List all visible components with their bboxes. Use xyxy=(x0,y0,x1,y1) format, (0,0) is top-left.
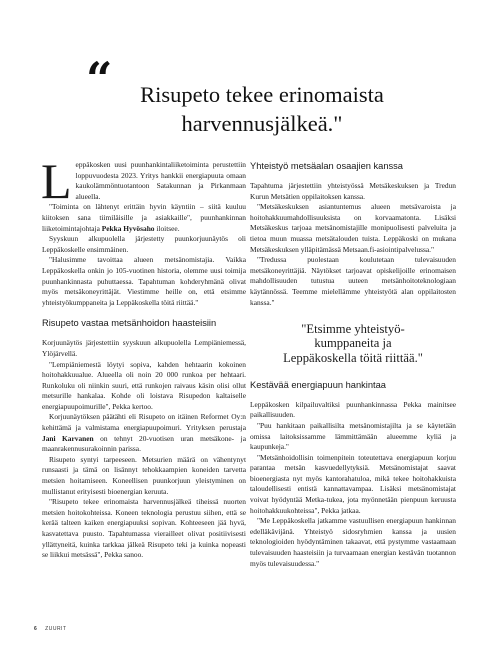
body-paragraph: "Puu hankitaan paikallisilta metsänomistajilta ja se käytetään omissa laitoksissamme lämmittämään alueemme kyliä ja kaupunkeja." xyxy=(250,420,456,452)
publication-name: ZUURIT xyxy=(45,626,67,632)
body-paragraph: "Tredussa puolestaan koulutetaan tulevaisuuden metsäkoneyrittäjiä. Näytökset tarjoavat opiskelijoille erinomaisen mahdollisuuden tutustua uuteen metsänhoitoteknologiaan käytännössä. Teemme mielellämme yhteistyötä alan oppilaitosten kanssa." xyxy=(250,255,456,307)
body-paragraph: "Toiminta on lähtenyt erittäin hyvin käyntiin – siitä kuuluu kiitoksen sana tiimiläisille ja asiakkaille", puunhankinnan liiketoimintajohtaja Pekka Hyvösaho iloitsee. xyxy=(42,202,246,233)
left-column xyxy=(41,153,246,561)
article-headline xyxy=(112,80,412,139)
body-paragraph: "Halusimme tavoittaa alueen metsänomistajia. Vaikka Leppäkoskella onkin jo 105-vuotinen historia, olemme uusi toimija puunhankinnasta puhuttaessa. Tapahtuman kohderyhmänä olivat myös metsäkoneyrittäjät. Viestimme heille on, että etsimme yhteistyökumppaneita ja Leppäkoskella töitä riittää." xyxy=(42,255,246,307)
section-heading: Risupeto vastaa metsänhoidon haasteisiin xyxy=(42,318,217,329)
right-column xyxy=(250,160,456,569)
body-paragraph: Korjuunäytös järjestettiin syyskuun alkupuolella Lempiäniemessä, Ylöjärvellä. xyxy=(42,338,246,358)
body-paragraph: "Me Leppäkoskella jatkamme vastuullisen energiapuun hankinnan edelläkävijänä. Yhteistyö sidosryhmien kanssa ja uusien teknologioiden hyödyntäminen takaavat, että pystymme vastaamaan tulevaisuuden haasteisiin ja turvaamaan energian kestävän tuotannon myös tulevaisuudessa." xyxy=(250,516,456,568)
headline-line-1: Risupeto tekee erinomaista xyxy=(140,82,384,107)
body-paragraph: "Metsänhoidollisin toimenpitein toteutettava energiapuun korjuu parantaa metsän kasvuedellytyksiä. Metsänomistajat saavat bioenergiasta nyt myös kantorahatuloa, mikä tekee hoitohakkuista taloudellisesti entistä kannattavampaa. Lisäksi metsänomistajat voivat hyödyntää Metka-tukea, jota myönnetään pienpuun keruusta hoitohakkuukohteissa", Pekka jatkaa. xyxy=(250,452,456,515)
body-paragraph: Syyskuun alkupuolella järjestetty puunkorjuunäytös oli Leppäkoskelle ensimmäinen. xyxy=(42,234,246,254)
body-paragraph: Korjuunäytöksen päätähti eli Risupeto on itäinen Reformet Oy:n kehittämä ja valmistama energiapuupoimuri. Yrityksen perustaja Jani Karvanen on tehnyt 20-vuotisen uran metsäkone- ja maanrakennusurakoinnin parissa. xyxy=(42,412,246,454)
section-heading: Kestävää energiapuun hankintaa xyxy=(250,379,386,390)
headline-line-2: harvennusjälkeä." xyxy=(181,111,343,137)
person-name: Jani Karvanen xyxy=(42,433,94,443)
person-name: Pekka Hyvösaho xyxy=(101,223,155,233)
page-footer xyxy=(34,626,67,632)
pull-quote: "Etsimme yhteistyö- kumppaneita ja Leppäkoskella töitä riittää." xyxy=(283,322,423,365)
intro-paragraph: Leppäkosken uusi puunhankintaliiketoiminta perustettiin loppuvuodesta 2023. Yritys hankkii energiapuuta omaan kaukolämmöntuotantoon Satakunnan ja Pirkanmaan alueella. xyxy=(41,153,246,209)
body-paragraph: "Metsäkeskuksen asiantuntemus alueen metsävaroista ja hoitohakkuumahdollisuuksista on korvaamatonta. Lisäksi Metsäkeskus tarjoaa metsänomistajille monipuolisesti palveluita ja tietoa muun muassa metsätalouden tuista. Leppäkoski on mukana Metsäkeskuksen ylläpitämässä Metsaan.fi-asiointipalvelussa." xyxy=(250,202,456,254)
body-paragraph: Leppäkosken kilpailuvaltiksi puunhankinnassa Pekka mainitsee paikallisuuden. xyxy=(250,399,456,420)
body-paragraph: "Risupeto tekee erinomaista harvennusjälkeä tiheissä nuorten metsien hoitokohteissa. Koneen teknologia perustuu siihen, että se kerää talteen kaiken energiapuuksi sopivan. Kohteeseen jää hyvä, kasvatettava puusto. Tapahtumassa vierailleet olivat positiivisesti yllättyneitä, kuinka tarkkaa jälkeä Risupeto teki ja kuinka nopeasti se liikkui metsässä", Pekka sanoo. xyxy=(42,497,246,560)
section-heading: Yhteistyö metsäalan osaajien kanssa xyxy=(250,161,403,171)
drop-cap: L xyxy=(41,153,72,209)
body-paragraph: Risupeto syntyi tarpeeseen. Metsurien määrä on vähentynyt runsaasti ja tämä on lisännyt tehokkaampien koneiden tarvetta metsien hoitamiseen. Koneellisen puunkorjuun yleistyminen on mullistanut erityisesti bioenergian keruuta. xyxy=(42,454,246,496)
body-paragraph: "Lempiäniemestä löytyi sopiva, kahden hehtaarin kokoinen hoitohakkuualue. Alueella oli noin 20 000 runkoa per hehtaari. Runkoluku oli niinkin suuri, että runkojen raivaus käsin olisi ollut metsurille hankalaa. Kohde oli loistava Risupedon kaltaiselle energiapuupoimurille", Pekka kertoo. xyxy=(42,359,246,411)
page-number: 6 xyxy=(34,626,38,632)
quote-mark-icon: “ xyxy=(86,52,113,106)
body-paragraph: Tapahtuma järjestettiin yhteistyössä Metsäkeskuksen ja Tredun Kurun Metsätien oppilaitoksen kanssa. xyxy=(250,181,456,201)
